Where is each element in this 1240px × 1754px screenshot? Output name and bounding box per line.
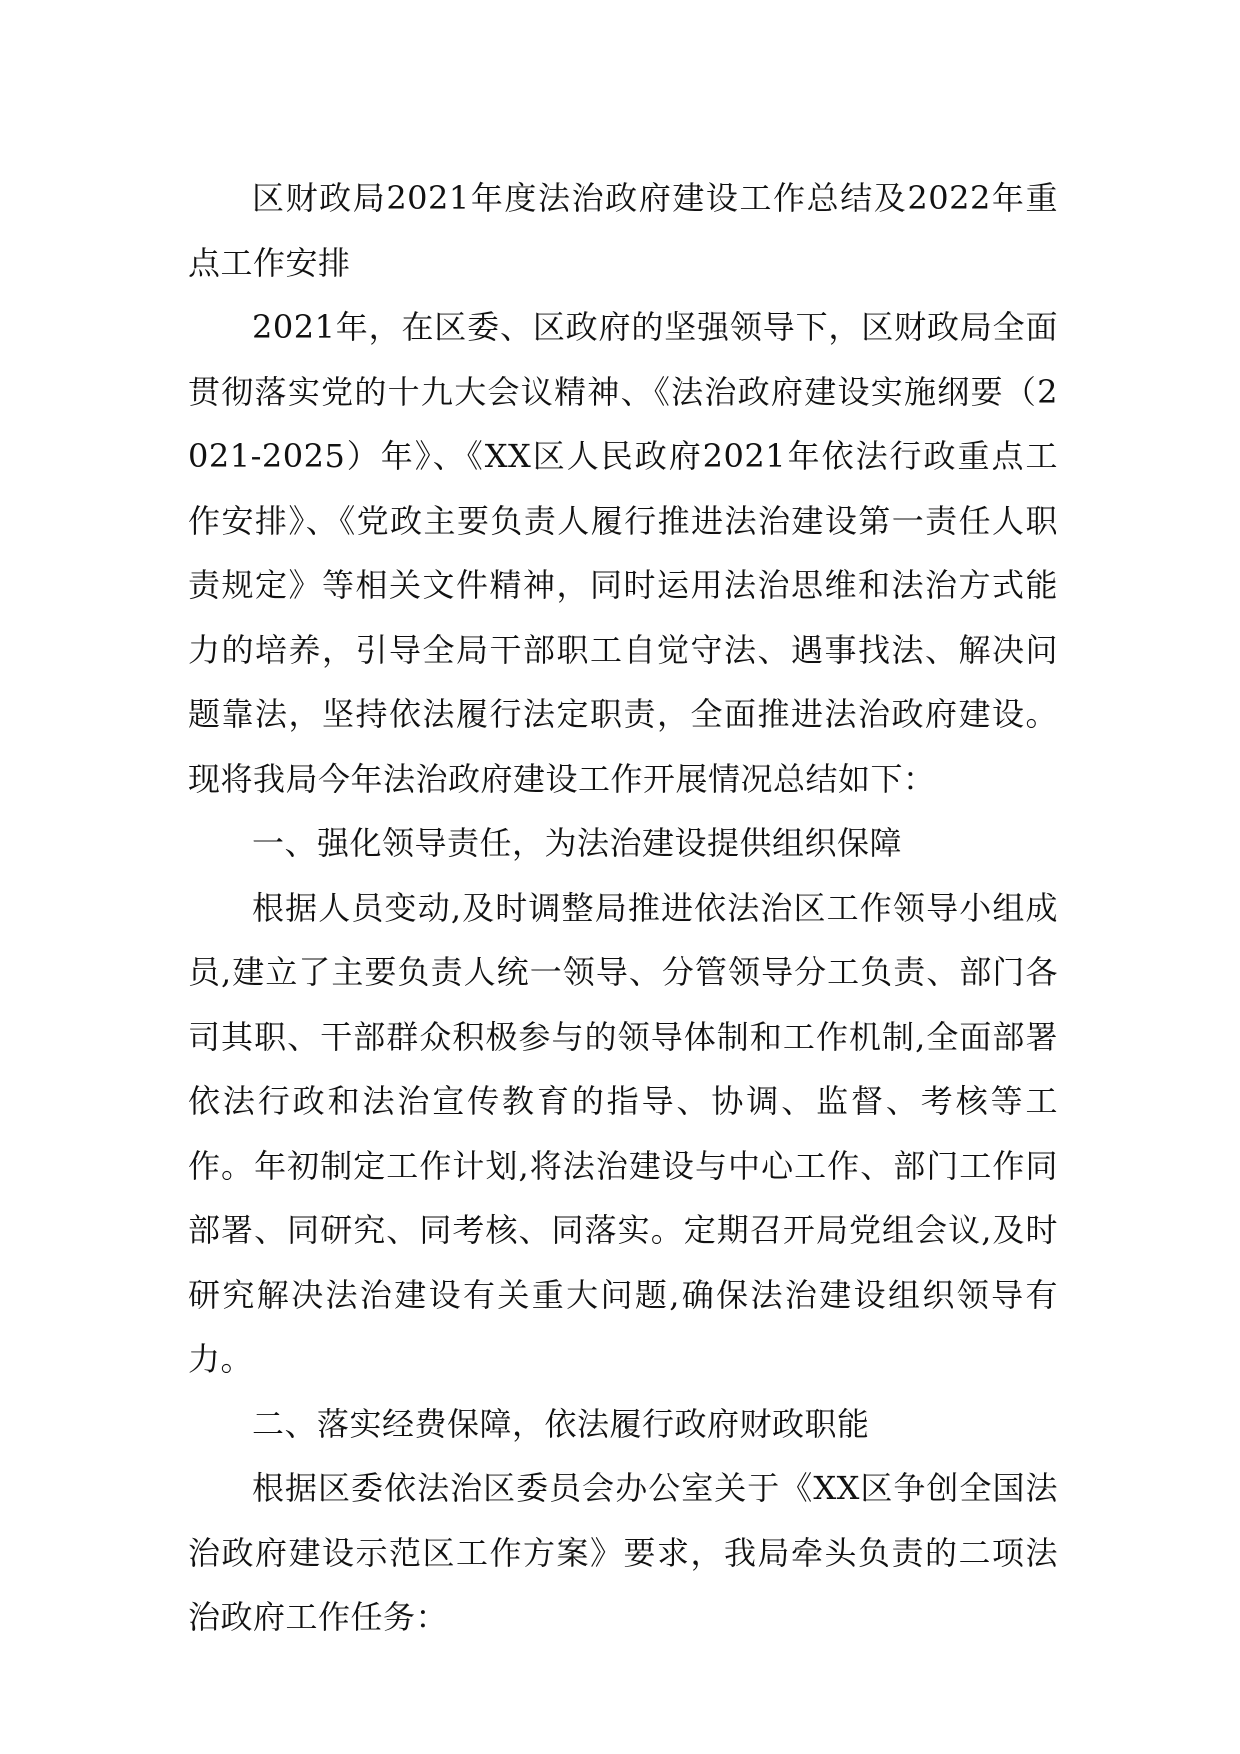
document-title: 区财政局2021年度法治政府建设工作总结及2022年重点工作安排 [188,179,1058,282]
document-body [188,166,1058,1650]
section-1-paragraph: 根据人员变动,及时调整局推进依法治区工作领导小组成员,建立了主要负责人统一领导、分管领导分工负责、部门各司其职、干部群众积极参与的领导体制和工作机制,全面部署依法行政和法治宣传教育的指导、协调、监督、考核等工作。年初制定工作计划,将法治建设与中心工作、部门工作同部署、同研究、同考核、同落实。定期召开局党组会议,及时研究解决法治建设有关重大问题,确保法治建设组织领导有力。 [188,888,1058,1378]
intro-paragraph: 2021年，在区委、区政府的坚强领导下，区财政局全面贯彻落实党的十九大会议精神、《法治政府建设实施纲要（2021-2025）年》、《XX区人民政府2021年依法行政重点工作安排》、《党政主要负责人履行推进法治建设第一责任人职责规定》等相关文件精神，同时运用法治思维和法治方式能力的培养，引导全局干部职工自觉守法、遇事找法、解决问题靠法，坚持依法履行法定职责，全面推进法治政府建设。现将我局今年法治政府建设工作开展情况总结如下： [188,308,1058,798]
section-1-heading: 一、强化领导责任，为法治建设提供组织保障 [252,824,903,862]
section-2-paragraph: 根据区委依法治区委员会办公室关于《XX区争创全国法治政府建设示范区工作方案》要求，我局牵头负责的二项法治政府工作任务： [188,1469,1058,1636]
section-2-heading: 二、落实经费保障，依法履行政府财政职能 [252,1404,870,1443]
